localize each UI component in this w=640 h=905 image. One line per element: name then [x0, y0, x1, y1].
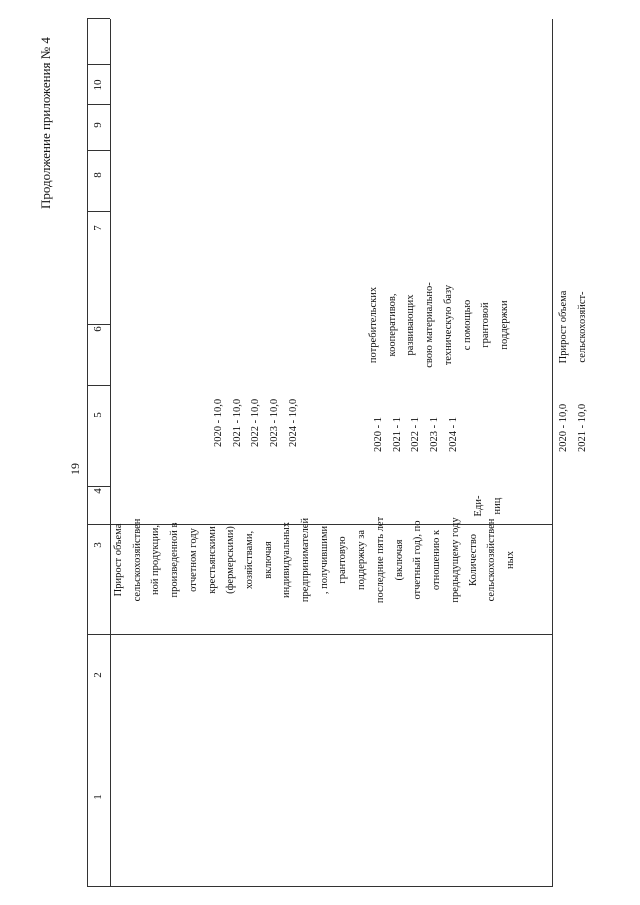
- indicator-line: развивающих: [405, 294, 417, 356]
- year-value: 2020 - 10,0: [558, 403, 569, 452]
- unit-line: Еди-: [473, 495, 484, 517]
- indicator-line: Прирост объема: [113, 523, 124, 597]
- indicator-line: свою материально-: [424, 282, 436, 368]
- column-number-3: 3: [92, 542, 104, 548]
- indicator-line: предыдущему году: [449, 517, 461, 603]
- indicator-line: сельскохозяйствен: [486, 518, 497, 602]
- indicator-line: (включая: [393, 539, 405, 581]
- indicator-line: (фермерскими): [225, 526, 237, 594]
- year-value: 2023 - 10,0: [269, 398, 281, 447]
- column-number-6: 6: [92, 326, 104, 332]
- column-number-7: 7: [92, 225, 104, 231]
- indicator-line: грантовой: [480, 302, 492, 348]
- target-values-cell-2: [370, 417, 464, 452]
- indicator-line: грантовую: [337, 536, 349, 584]
- year-value: 2024 - 1: [447, 417, 459, 452]
- year-value: 2021 - 1: [391, 417, 403, 452]
- indicator-line: отчетный год), по: [412, 520, 424, 600]
- target-values-cell-3: [555, 404, 592, 452]
- indicator-line: отчетном году: [187, 528, 199, 592]
- indicator-line: техническую базу: [442, 284, 454, 366]
- column-number-4: 4: [92, 488, 104, 494]
- indicator-line: Количество: [468, 533, 479, 587]
- indicator-line: отношению к: [430, 529, 442, 591]
- indicator-line: последние пять лет: [374, 516, 386, 604]
- year-value: 2020 - 10,0: [213, 398, 224, 447]
- indicator-line: сельскохозяйствен: [131, 518, 143, 602]
- indicator-line: ной продукции,: [150, 524, 162, 596]
- indicator-line: поддержки: [498, 300, 510, 350]
- indicator-line: потребительских: [368, 286, 379, 364]
- column-number-9: 9: [92, 122, 104, 128]
- year-value: 2020 - 1: [373, 417, 384, 452]
- row-2-indicator-block: [365, 0, 515, 380]
- year-value: 2024 - 10,0: [287, 398, 299, 447]
- column-number-10: 10: [92, 79, 104, 91]
- year-value: 2022 - 10,0: [250, 398, 262, 447]
- indicator-line: индивидуальных: [281, 522, 293, 598]
- row-2-indicator-lines: [365, 270, 515, 380]
- indicator-line: сельскохозяйст-: [576, 291, 588, 363]
- appendix-title: Продолжение приложения № 4: [38, 37, 53, 209]
- indicator-cell-3: [555, 272, 592, 382]
- column-number-5: 5: [92, 412, 104, 418]
- indicator-line: ных: [504, 551, 516, 569]
- indicator-line: произведенной в: [169, 522, 181, 598]
- indicator-line: хозяйствами,: [243, 530, 255, 590]
- indicator-line: Прирост объема: [558, 290, 569, 364]
- unit-line: ниц: [491, 497, 503, 515]
- page-number: 19: [68, 463, 82, 475]
- column-number-1: 1: [92, 794, 104, 800]
- year-value: 2021 - 10,0: [231, 398, 243, 447]
- indicator-line: крестьянскими: [206, 526, 218, 594]
- year-value: 2022 - 1: [410, 417, 422, 452]
- indicator-line: кооперативов,: [386, 293, 398, 357]
- indicator-line: поддержку за: [356, 529, 368, 591]
- year-value: 2023 - 1: [429, 417, 441, 452]
- year-value: 2021 - 10,0: [576, 403, 588, 452]
- indicator-line: предпринимателей: [300, 517, 312, 603]
- column-number-2: 2: [92, 672, 104, 678]
- indicator-line: , получившими: [318, 525, 330, 595]
- indicator-line: включая: [262, 541, 274, 579]
- column-number-8: 8: [92, 172, 104, 178]
- indicator-line: с помощью: [461, 299, 473, 351]
